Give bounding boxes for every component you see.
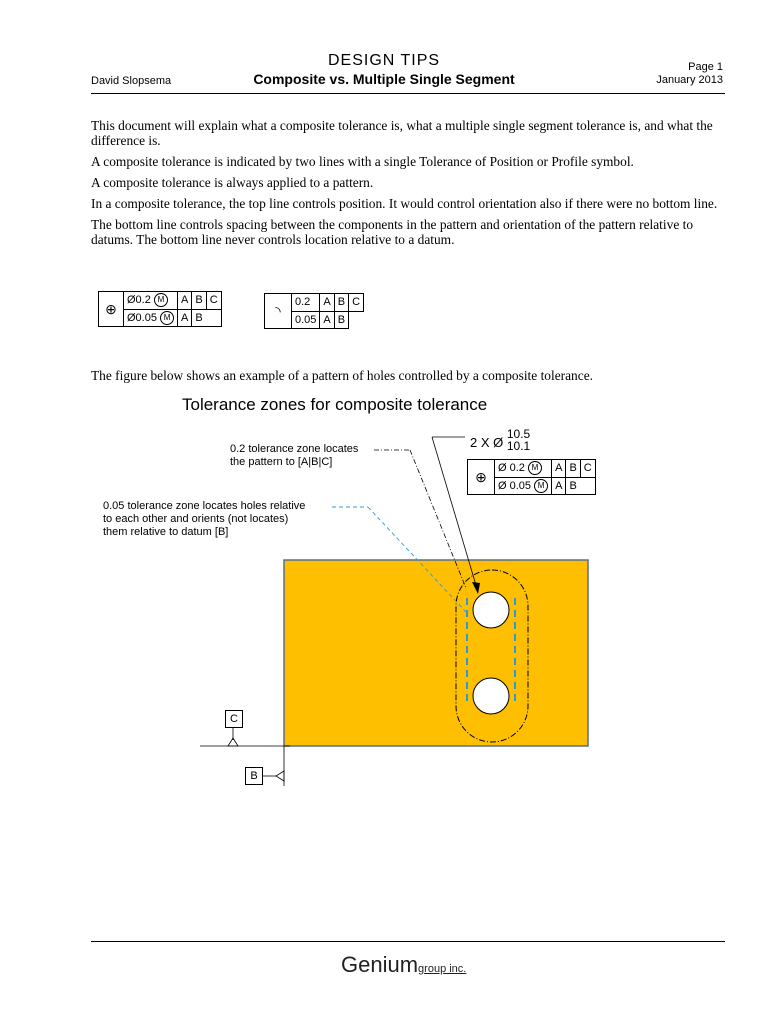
fcf-datum: A — [552, 477, 566, 495]
fcf-datum: A — [178, 292, 192, 310]
genium-logo — [341, 952, 466, 978]
position-symbol-icon: ⊕ — [99, 292, 124, 327]
document-subtitle: Composite vs. Multiple Single Segment — [253, 71, 515, 87]
part-plate — [284, 560, 588, 746]
fcf-datum: B — [192, 309, 221, 327]
profile-surface-icon: ◝ — [265, 294, 292, 329]
position-symbol-icon: ⊕ — [468, 460, 495, 495]
fcf-datum: B — [566, 477, 595, 495]
document-title: DESIGN TIPS — [327, 52, 441, 69]
paragraph-5: The bottom line controls spacing between the components in the pattern and orientation of the pattern relative to datums. The bottom line never controls location relative to a datum. — [91, 217, 694, 247]
fcf-tolerance: 0.2 — [292, 294, 320, 312]
figure-title: Tolerance zones for composite tolerance — [182, 395, 488, 414]
fcf-datum: A — [178, 309, 192, 327]
fcf-tolerance: Ø 0.2 — [498, 462, 525, 475]
mmc-modifier-icon: M — [528, 461, 542, 475]
paragraph-3: A composite tolerance is always applied to a pattern. — [91, 175, 374, 190]
mmc-modifier-icon: M — [534, 479, 548, 493]
figure-feature-control-frame — [467, 459, 596, 495]
paragraph-2: A composite tolerance is indicated by two lines with a single Tolerance of Position or Profile symbol. — [91, 154, 634, 169]
dimension-lower-limit: 10.1 — [506, 439, 531, 453]
fcf-tolerance: Ø0.05 — [127, 311, 157, 324]
logo-main: Genium — [341, 952, 419, 977]
dimension-prefix: 2 X Ø — [470, 435, 504, 451]
fcf-tolerance: Ø0.2 — [127, 294, 151, 307]
fcf-datum: C — [349, 294, 364, 312]
mmc-modifier-icon: M — [154, 293, 168, 307]
fcf-datum: B — [334, 311, 348, 329]
hole-upper — [473, 592, 509, 628]
fcf-datum: C — [206, 292, 221, 310]
paragraph-1: This document will explain what a composite tolerance is, what a multiple single segment tolerance is, and what the difference is. — [91, 118, 713, 148]
page-number: Page 1 — [688, 61, 723, 73]
fcf-datum: A — [320, 311, 334, 329]
fcf-datum: B — [192, 292, 206, 310]
figure-caption: The figure below shows an example of a pattern of holes controlled by a composite tolerance. — [91, 368, 593, 383]
datum-c-label: C — [225, 710, 243, 728]
mmc-modifier-icon: M — [160, 311, 174, 325]
fcf-tolerance: 0.05 — [292, 311, 320, 329]
logo-small: group inc. — [418, 963, 467, 975]
fcf-datum: A — [320, 294, 334, 312]
fcf-datum: B — [566, 460, 580, 478]
fcf-datum: A — [552, 460, 566, 478]
hole-lower — [473, 678, 509, 714]
label-02-zone: 0.2 tolerance zone locates the pattern to [A|B|C] — [230, 443, 359, 468]
document-date: January 2013 — [656, 74, 723, 86]
fcf-datum: B — [334, 294, 348, 312]
fcf-tolerance: Ø 0.05 — [498, 479, 532, 492]
paragraph-4: In a composite tolerance, the top line controls position. It would control orientation also if there were no bottom line. — [91, 196, 718, 211]
footer-divider — [91, 941, 725, 942]
datum-b-label: B — [245, 767, 263, 785]
author-name: David Slopsema — [91, 75, 172, 87]
hole-dimension — [470, 428, 530, 452]
dimension-upper-limit: 10.5 — [506, 427, 531, 441]
fcf-datum: C — [580, 460, 595, 478]
label-005-zone: 0.05 tolerance zone locates holes relative to each other and orients (not locates) them relative to datum [B] — [103, 500, 306, 538]
datum-b-triangle-icon — [276, 771, 284, 781]
